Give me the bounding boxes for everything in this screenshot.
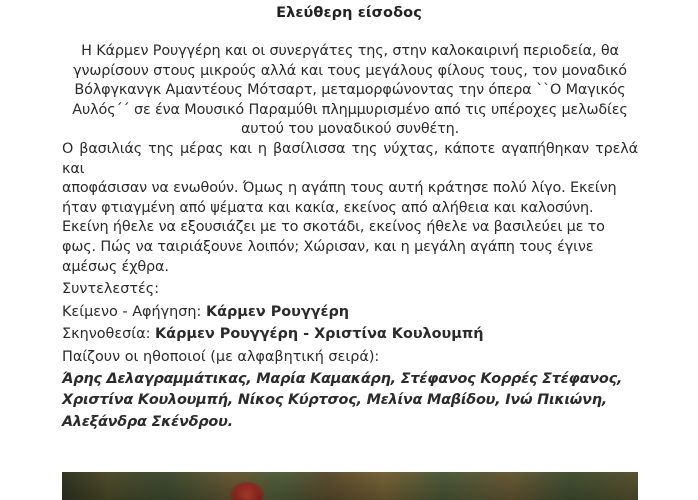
paragraph-line: Εκείνη ήθελε να εξουσιάζει με το σκοτάδι, εκείνος ήθελε να βασιλεύει με το (62, 219, 605, 236)
cast-line: Χριστίνα Κουλουμπή, Νίκος Κύρτσος, Μελίνα Μαβίδου, Ινώ Πικιώνη, (62, 392, 608, 408)
paragraph-line: αμέσως έχθρα. (62, 258, 169, 275)
paragraph-line: Βόλφγκανγκ Αμαντέους Μότσαρτ, μεταμορφώνοντας την όπερα ``Ο Μαγικός (74, 82, 626, 99)
paragraph-line: ήταν φτιαγμένη από ψέματα και κακία, εκείνος από αλήθεια και καλοσύνη. (62, 199, 594, 216)
credit-value: Κάρμεν Ρουγγέρη - Χριστίνα Κουλουμπή (155, 326, 484, 343)
cast-list (62, 369, 638, 434)
credit-value: Κάρμεν Ρουγγέρη (205, 303, 350, 320)
direction-credit (62, 325, 638, 345)
cast-intro: Παίζουν οι ηθοποιοί (με αλφαβητική σειρά): (62, 348, 380, 365)
paragraph-line: Ο βασιλιάς της μέρας και η βασίλισσα της νύχτας, κάποτε αγαπήθηκαν τρελά και (62, 140, 638, 177)
article-body (62, 42, 638, 433)
paragraph-line: φως. Πώς να ταιριάξουνε λοιπόν; Χώρισαν, και η μεγάλη αγάπη τους έγινε (62, 238, 594, 255)
paragraph-line: αποφάσισαν να ενωθούν. Όμως η αγάπη τους αυτή κράτησε πολύ λίγο. Εκείνη (62, 180, 617, 197)
paragraph-line: αυτού του μοναδικού συνθέτη. (240, 121, 460, 138)
performance-photo (62, 472, 638, 500)
paragraph-line: γνωρίσουν στους μικρούς αλλά και τους μεγάλους φίλους τους, τον μοναδικό (73, 62, 627, 79)
cast-line: Αλεξάνδρα Σκένδρου. (62, 413, 233, 430)
paragraph-line: Αυλός΄΄ σε ένα Μουσικό Παραμύθι πλημμυρισμένο από τις υπέροχες μελωδίες (72, 101, 628, 118)
credit-label: Σκηνοθεσία: (62, 326, 156, 343)
paragraph-line: Η Κάρμεν Ρουγγέρη και οι συνεργάτες της, στην καλοκαιρινή περιοδεία, θα (81, 43, 619, 59)
free-entry-heading: Ελεύθερη είσοδος (276, 5, 422, 21)
cast-line: Άρης Δελαγραμμάτικας, Μαρία Καμακάρη, Στέφανος Κορρές Στέφανος, (62, 370, 623, 387)
photo-shade (62, 472, 638, 500)
credits-heading: Συντελεστές: (62, 281, 160, 298)
intro-paragraph (62, 42, 638, 140)
credit-label: Κείμενο - Αφήγηση: (62, 303, 206, 320)
text-narration-credit (62, 303, 638, 323)
story-paragraph (62, 140, 638, 277)
